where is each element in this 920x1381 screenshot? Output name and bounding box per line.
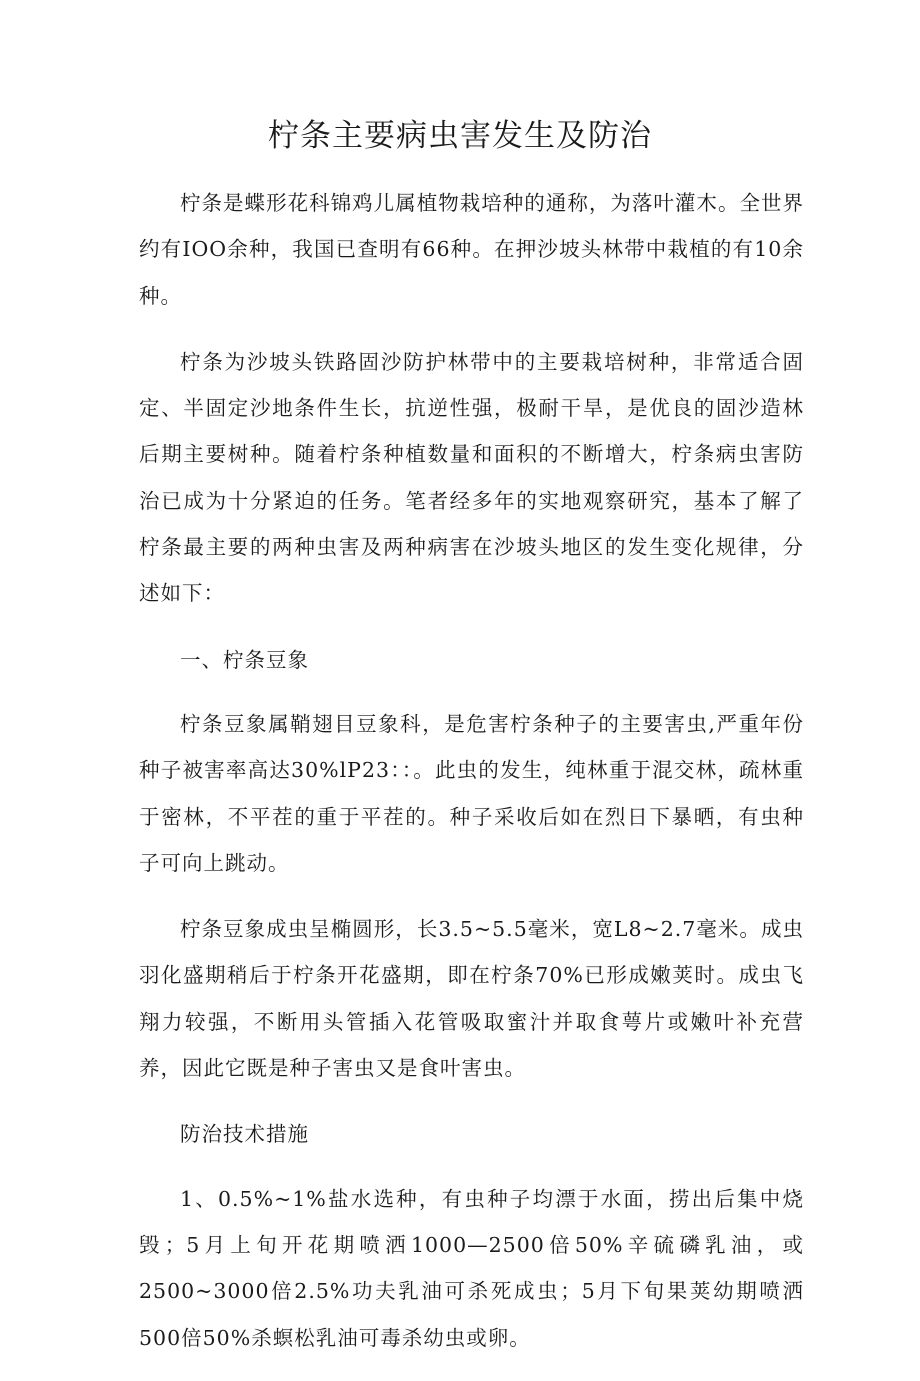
paragraph-intro: 柠条是蝶形花科锦鸡儿属植物栽培种的通称，为落叶灌木。全世界约有IOO余种，我国已查明有66种。在押沙坡头林带中栽植的有10余种。 (139, 191, 804, 308)
section-heading-bean-weevil: 一、柠条豆象 (180, 647, 309, 672)
paragraph-weevil-damage: 柠条豆象属鞘翅目豆象科，是危害柠条种子的主要害虫,严重年份种子被害率高达30%lP23：：。此虫的发生，纯林重于混交林，疏林重于密林，不平茬的重于平茬的。种子采收后如在烈日下暴晒，有虫种子可向上跳动。 (139, 711, 804, 875)
subheading-control-measures: 防治技术措施 (180, 1122, 309, 1147)
document-title: 柠条主要病虫害发生及防治 (268, 118, 652, 154)
paragraph-control-step-1: 1、0.5%~1%盐水选种，有虫种子均漂于水面，捞出后集中烧毁；5月上旬开花期喷洒1000—2500倍50%辛硫磷乳油，或2500~3000倍2.5%功夫乳油可杀死成虫；5月下旬果荚幼期喷洒500倍50%杀螟松乳油可毒杀幼虫或卵。 (139, 1186, 804, 1350)
document-body (139, 180, 804, 1381)
paragraph-weevil-morphology: 柠条豆象成虫呈椭圆形，长3.5~5.5毫米，宽L8~2.7毫米。成虫羽化盛期稍后于柠条开花盛期，即在柠条70%已形成嫩荚时。成虫飞翔力较强，不断用头管插入花管吸取蜜汁并取食萼片或嫩叶补充营养，因此它既是种子害虫又是食叶害虫。 (139, 917, 804, 1081)
paragraph-background: 柠条为沙坡头铁路固沙防护林带中的主要栽培树种，非常适合固定、半固定沙地条件生长，抗逆性强，极耐干旱，是优良的固沙造林后期主要树种。随着柠条种植数量和面积的不断增大，柠条病虫害防治已成为十分紧迫的任务。笔者经多年的实地观察研究，基本了解了柠条最主要的两种虫害及两种病害在沙坡头地区的发生变化规律，分述如下： (139, 349, 804, 606)
